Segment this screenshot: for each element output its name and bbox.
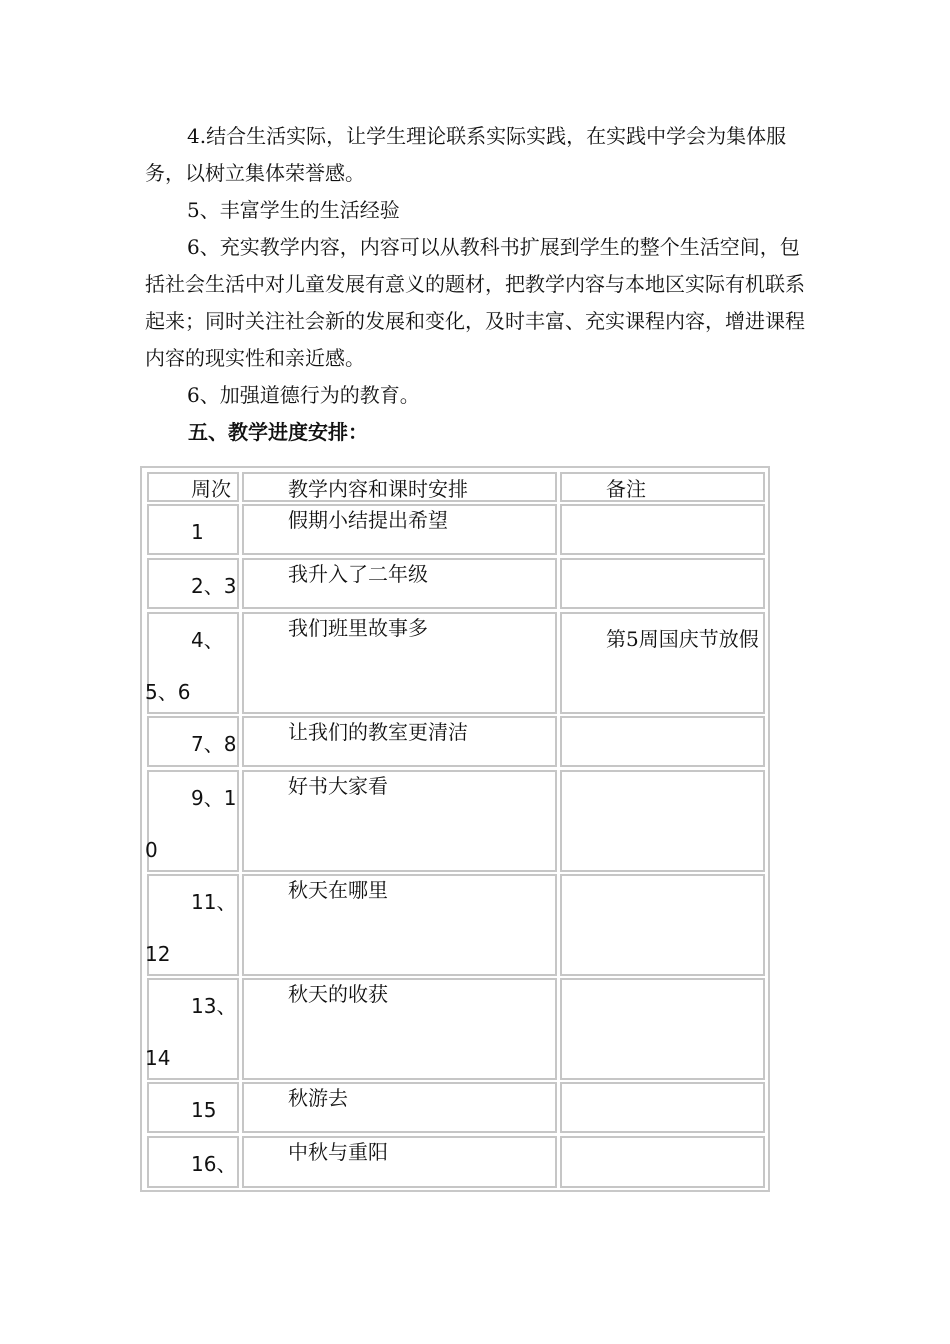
week-value: 9、10 — [145, 786, 237, 862]
week-cell — [147, 612, 239, 714]
schedule-table — [140, 466, 770, 1192]
header-content: 教学内容和课时安排 — [288, 477, 468, 501]
note-value: 第5周国庆节放假 — [606, 627, 759, 651]
week-cell — [147, 1082, 239, 1133]
note-cell — [560, 504, 765, 555]
week-value: 7、8 — [191, 732, 237, 756]
note-cell — [560, 978, 765, 1080]
paragraph-moral-education: 6、加强道德行为的教育。 — [187, 383, 420, 407]
week-cell — [147, 874, 239, 976]
header-note: 备注 — [606, 477, 646, 501]
week-cell — [147, 558, 239, 609]
note-cell — [560, 1082, 765, 1133]
week-cell — [147, 1136, 239, 1188]
week-value: 2、3 — [191, 574, 237, 598]
note-cell — [560, 770, 765, 872]
week-cell — [147, 716, 239, 767]
content-value: 假期小结提出希望 — [288, 508, 448, 532]
paragraph-content: 6、充实教学内容，内容可以从教科书扩展到学生的整个生活空间，包括社会生活中对儿童发展有意义的题材，把教学内容与本地区实际有机联系起来；同时关注社会新的发展和变化，及时丰富、充实课程内容，增进课程内容的现实性和亲近感。 — [145, 235, 805, 370]
content-value: 好书大家看 — [288, 774, 388, 798]
header-week-cell — [147, 472, 239, 502]
header-week: 周次 — [191, 477, 231, 501]
week-value: 4、5、6 — [145, 628, 224, 704]
week-cell — [147, 770, 239, 872]
note-cell — [560, 874, 765, 976]
section-title-schedule: 五、教学进度安排： — [188, 420, 368, 444]
week-value: 1 — [191, 520, 204, 544]
content-value: 我们班里故事多 — [288, 616, 428, 640]
week-cell — [147, 504, 239, 555]
content-value: 秋天在哪里 — [288, 878, 388, 902]
note-cell — [560, 558, 765, 609]
content-cell — [242, 1136, 557, 1188]
content-cell — [242, 874, 557, 976]
week-value: 15 — [191, 1098, 217, 1122]
paragraph-experience: 5、丰富学生的生活经验 — [187, 198, 400, 222]
content-cell — [242, 770, 557, 872]
week-value: 16、 — [191, 1152, 237, 1176]
note-cell — [560, 612, 765, 714]
paragraph-practice: 4.结合生活实际，让学生理论联系实际实践，在实践中学会为集体服务，以树立集体荣誉感。 — [145, 124, 787, 185]
content-value: 我升入了二年级 — [288, 562, 428, 586]
content-cell — [242, 978, 557, 1080]
week-value: 13、14 — [145, 994, 237, 1070]
content-value: 秋天的收获 — [288, 982, 388, 1006]
content-value: 秋游去 — [288, 1086, 348, 1110]
note-cell — [560, 1136, 765, 1188]
week-cell — [147, 978, 239, 1080]
content-value: 中秋与重阳 — [288, 1140, 388, 1164]
week-value: 11、12 — [145, 890, 237, 966]
header-note-cell — [560, 472, 765, 502]
content-value: 让我们的教室更清洁 — [288, 720, 468, 744]
content-cell — [242, 612, 557, 714]
note-cell — [560, 716, 765, 767]
